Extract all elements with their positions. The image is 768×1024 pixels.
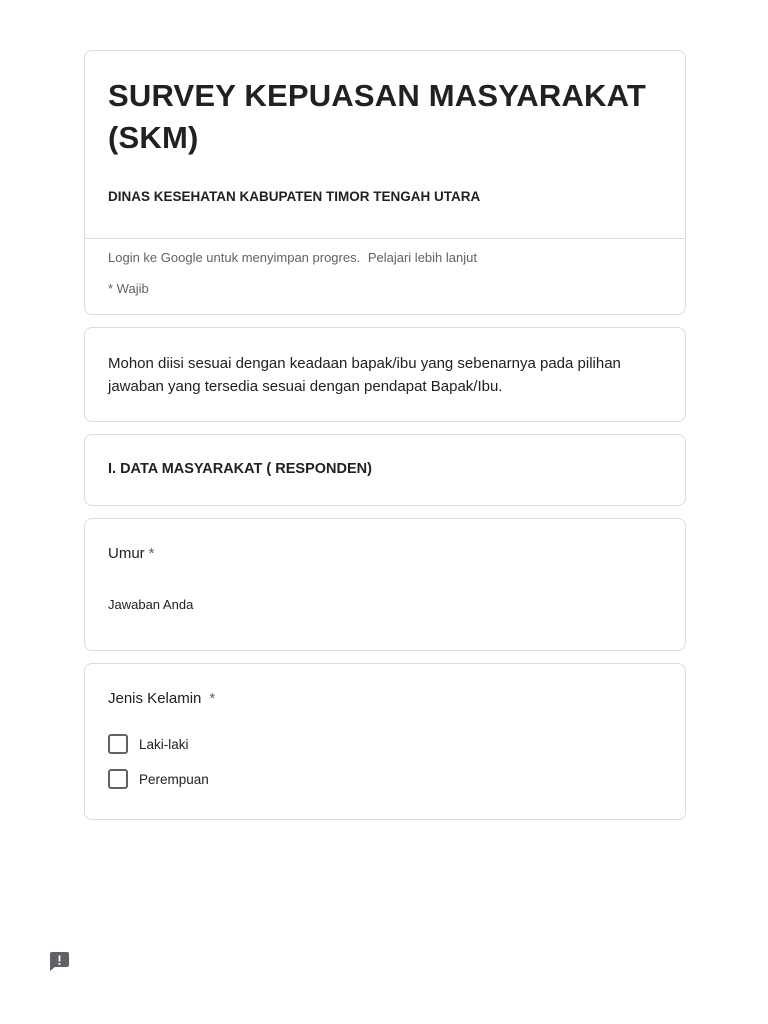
- description-card: [84, 327, 686, 422]
- question-label-umur: Umur: [108, 545, 145, 562]
- checkbox-laki-laki[interactable]: [108, 734, 128, 754]
- question-label-gender: Jenis Kelamin: [108, 690, 202, 707]
- checkbox-perempuan[interactable]: [108, 769, 128, 789]
- question-title-umur: [108, 545, 155, 562]
- form-header-card: [84, 50, 686, 315]
- learn-more-link[interactable]: Pelajari lebih lanjut: [367, 250, 477, 265]
- required-star: *: [148, 545, 155, 562]
- required-star: *: [209, 690, 216, 707]
- option-perempuan[interactable]: [108, 769, 209, 789]
- feedback-button[interactable]: [49, 951, 70, 972]
- option-laki-laki[interactable]: [108, 734, 189, 754]
- form-subtitle: DINAS KESEHATAN KABUPATEN TIMOR TENGAH UTARA: [108, 189, 481, 204]
- question-card-gender: [84, 663, 686, 820]
- section-header-card: [84, 434, 686, 506]
- description-text: Mohon diisi sesuai dengan keadaan bapak/ibu yang sebenarnya pada pilihan jawaban yang tersedia sesuai dengan pendapat Bapak/Ibu.: [108, 355, 621, 395]
- form-title: SURVEY KEPUASAN MASYARAKAT (SKM): [108, 78, 647, 155]
- question-card-umur: [84, 518, 686, 651]
- umur-answer-input[interactable]: [108, 597, 388, 612]
- option-label: Perempuan: [139, 771, 209, 787]
- login-text: Login ke Google untuk menyimpan progres.: [108, 250, 361, 265]
- option-label: Laki-laki: [139, 736, 189, 752]
- header-divider: [85, 238, 685, 239]
- section-title: I. DATA MASYARAKAT ( RESPONDEN): [108, 461, 372, 477]
- required-note: * Wajib: [108, 281, 149, 296]
- login-note: [108, 250, 477, 265]
- question-title-gender: [108, 690, 215, 707]
- feedback-icon: [49, 951, 70, 972]
